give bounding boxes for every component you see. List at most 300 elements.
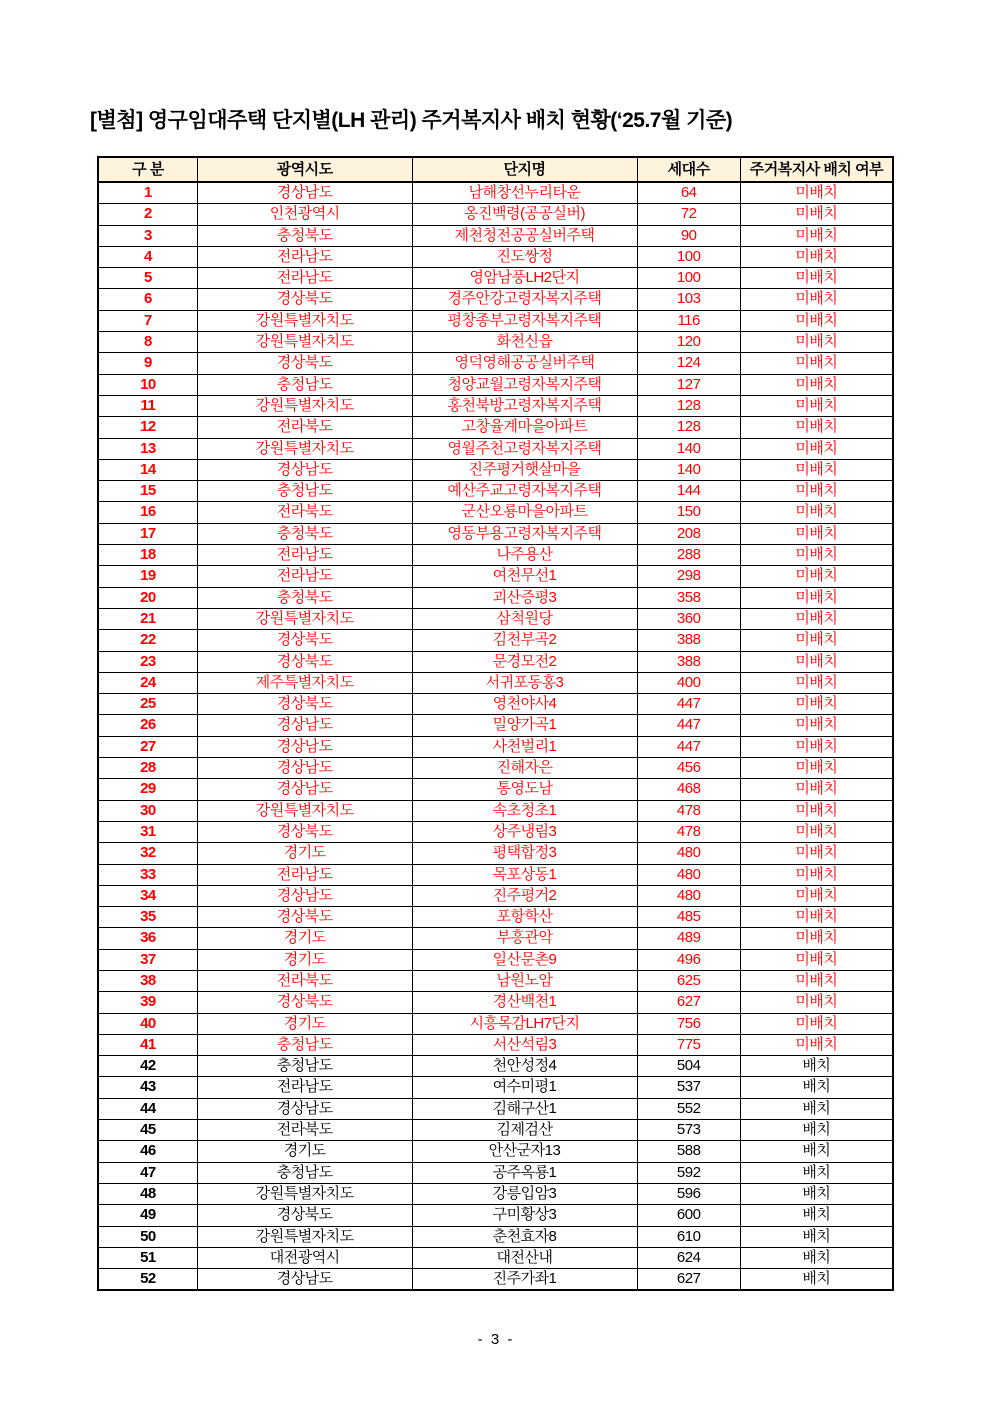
row-households-cell: 100 [637,246,740,267]
table-row [98,225,893,246]
row-households-cell: 124 [637,353,740,374]
row-complex-cell: 고창율계마을아파트 [412,417,637,438]
row-region-cell: 경기도 [197,949,412,970]
table-row [98,204,893,225]
row-no-cell: 32 [98,843,197,864]
row-region-cell: 경상북도 [197,651,412,672]
row-households-cell: 592 [637,1162,740,1183]
row-status-cell: 미배치 [740,608,893,629]
row-households-cell: 552 [637,1098,740,1119]
table-row [98,246,893,267]
row-status-cell: 미배치 [740,821,893,842]
table-row [98,395,893,416]
row-status-cell: 미배치 [740,225,893,246]
row-status-cell: 미배치 [740,672,893,693]
row-households-cell: 627 [637,1269,740,1291]
table-row [98,374,893,395]
table-row [98,1120,893,1141]
row-no-cell: 20 [98,587,197,608]
row-region-cell: 강원특별자치도 [197,1226,412,1247]
header-complex: 단지명 [412,157,637,182]
row-status-cell: 미배치 [740,630,893,651]
row-region-cell: 경상남도 [197,885,412,906]
row-region-cell: 전라남도 [197,1077,412,1098]
row-region-cell: 인천광역시 [197,204,412,225]
row-region-cell: 경기도 [197,843,412,864]
row-complex-cell: 경산백천1 [412,992,637,1013]
row-status-cell: 미배치 [740,1013,893,1034]
table-body [98,182,893,1290]
row-no-cell: 23 [98,651,197,672]
header-status: 주거복지사 배치 여부 [740,157,893,182]
table-row [98,630,893,651]
row-no-cell: 40 [98,1013,197,1034]
row-households-cell: 388 [637,630,740,651]
row-region-cell: 전라남도 [197,545,412,566]
table-row [98,907,893,928]
row-no-cell: 34 [98,885,197,906]
row-no-cell: 4 [98,246,197,267]
row-households-cell: 596 [637,1183,740,1204]
row-complex-cell: 청양교월고령자복지주택 [412,374,637,395]
row-complex-cell: 사천벌리1 [412,736,637,757]
row-region-cell: 경기도 [197,928,412,949]
table-row [98,843,893,864]
header-no: 구 분 [98,157,197,182]
row-households-cell: 496 [637,949,740,970]
row-status-cell: 미배치 [740,374,893,395]
table-row [98,694,893,715]
row-status-cell: 미배치 [740,758,893,779]
row-households-cell: 447 [637,694,740,715]
table-row [98,800,893,821]
row-households-cell: 537 [637,1077,740,1098]
row-households-cell: 775 [637,1034,740,1055]
row-no-cell: 18 [98,545,197,566]
table-row [98,268,893,289]
row-no-cell: 1 [98,182,197,204]
row-households-cell: 478 [637,800,740,821]
table-row [98,1056,893,1077]
row-status-cell: 미배치 [740,502,893,523]
row-no-cell: 2 [98,204,197,225]
row-region-cell: 전라남도 [197,268,412,289]
row-status-cell: 미배치 [740,566,893,587]
row-complex-cell: 남해창선누리타운 [412,182,637,204]
row-no-cell: 45 [98,1120,197,1141]
row-status-cell: 미배치 [740,970,893,991]
row-complex-cell: 예산주교고령자복지주택 [412,481,637,502]
row-households-cell: 573 [637,1120,740,1141]
header-households: 세대수 [637,157,740,182]
row-complex-cell: 문경모전2 [412,651,637,672]
row-region-cell: 충청남도 [197,481,412,502]
row-households-cell: 288 [637,545,740,566]
row-complex-cell: 구미황상3 [412,1205,637,1226]
row-complex-cell: 강릉입암3 [412,1183,637,1204]
row-no-cell: 13 [98,438,197,459]
row-region-cell: 전라북도 [197,970,412,991]
row-region-cell: 전라북도 [197,502,412,523]
row-complex-cell: 평창종부고령자복지주택 [412,310,637,331]
row-no-cell: 51 [98,1247,197,1268]
row-households-cell: 128 [637,417,740,438]
table-row [98,1247,893,1268]
row-households-cell: 298 [637,566,740,587]
row-region-cell: 경상북도 [197,821,412,842]
row-complex-cell: 홍천북방고령자복지주택 [412,395,637,416]
row-no-cell: 25 [98,694,197,715]
row-status-cell: 배치 [740,1183,893,1204]
row-complex-cell: 김해구산1 [412,1098,637,1119]
row-households-cell: 478 [637,821,740,842]
row-complex-cell: 진주가좌1 [412,1269,637,1291]
row-households-cell: 90 [637,225,740,246]
row-households-cell: 208 [637,523,740,544]
row-no-cell: 26 [98,715,197,736]
row-complex-cell: 밀양가곡1 [412,715,637,736]
row-no-cell: 10 [98,374,197,395]
row-no-cell: 44 [98,1098,197,1119]
row-complex-cell: 화천신읍 [412,332,637,353]
row-status-cell: 미배치 [740,310,893,331]
row-no-cell: 5 [98,268,197,289]
row-status-cell: 미배치 [740,992,893,1013]
table-row [98,1013,893,1034]
row-no-cell: 6 [98,289,197,310]
row-households-cell: 144 [637,481,740,502]
row-status-cell: 미배치 [740,545,893,566]
row-households-cell: 360 [637,608,740,629]
table-row [98,992,893,1013]
row-region-cell: 강원특별자치도 [197,438,412,459]
row-region-cell: 충청남도 [197,1056,412,1077]
row-region-cell: 경상남도 [197,1098,412,1119]
row-status-cell: 배치 [740,1141,893,1162]
table-row [98,459,893,480]
row-no-cell: 42 [98,1056,197,1077]
row-households-cell: 480 [637,843,740,864]
row-region-cell: 경상남도 [197,1269,412,1291]
row-no-cell: 11 [98,395,197,416]
row-households-cell: 625 [637,970,740,991]
row-status-cell: 배치 [740,1226,893,1247]
row-complex-cell: 진주평거햇살마을 [412,459,637,480]
row-status-cell: 미배치 [740,268,893,289]
row-region-cell: 충청북도 [197,225,412,246]
row-no-cell: 48 [98,1183,197,1204]
row-no-cell: 47 [98,1162,197,1183]
row-households-cell: 388 [637,651,740,672]
row-complex-cell: 괴산증평3 [412,587,637,608]
row-no-cell: 19 [98,566,197,587]
row-status-cell: 미배치 [740,459,893,480]
page-number: - 3 - [477,1331,515,1348]
row-households-cell: 140 [637,438,740,459]
row-status-cell: 배치 [740,1056,893,1077]
row-region-cell: 경상북도 [197,694,412,715]
row-status-cell: 미배치 [740,715,893,736]
row-households-cell: 468 [637,779,740,800]
row-region-cell: 전라북도 [197,417,412,438]
row-region-cell: 제주특별자치도 [197,672,412,693]
row-complex-cell: 공주옥룡1 [412,1162,637,1183]
row-region-cell: 경상남도 [197,736,412,757]
row-status-cell: 미배치 [740,651,893,672]
row-households-cell: 64 [637,182,740,204]
row-households-cell: 72 [637,204,740,225]
table-row [98,1205,893,1226]
table-row [98,821,893,842]
row-no-cell: 14 [98,459,197,480]
row-status-cell: 배치 [740,1162,893,1183]
table-row [98,310,893,331]
row-no-cell: 8 [98,332,197,353]
table-row [98,949,893,970]
row-complex-cell: 김제검산 [412,1120,637,1141]
table-row [98,182,893,204]
row-status-cell: 미배치 [740,885,893,906]
row-no-cell: 41 [98,1034,197,1055]
row-region-cell: 경상북도 [197,630,412,651]
row-status-cell: 미배치 [740,587,893,608]
row-households-cell: 485 [637,907,740,928]
row-complex-cell: 영천야사4 [412,694,637,715]
row-households-cell: 116 [637,310,740,331]
row-households-cell: 756 [637,1013,740,1034]
row-households-cell: 489 [637,928,740,949]
row-complex-cell: 경주안강고령자복지주택 [412,289,637,310]
placement-table [97,156,894,1291]
row-region-cell: 경상남도 [197,715,412,736]
row-region-cell: 경상북도 [197,353,412,374]
row-households-cell: 400 [637,672,740,693]
row-status-cell: 배치 [740,1269,893,1291]
row-households-cell: 358 [637,587,740,608]
row-complex-cell: 영암남풍LH2단지 [412,268,637,289]
row-region-cell: 경기도 [197,1141,412,1162]
row-region-cell: 강원특별자치도 [197,608,412,629]
row-no-cell: 50 [98,1226,197,1247]
table-row [98,481,893,502]
row-households-cell: 480 [637,864,740,885]
row-region-cell: 강원특별자치도 [197,310,412,331]
row-complex-cell: 영덕영해공공실버주택 [412,353,637,374]
row-complex-cell: 상주냉림3 [412,821,637,842]
table-row [98,885,893,906]
row-status-cell: 미배치 [740,246,893,267]
row-no-cell: 37 [98,949,197,970]
row-no-cell: 35 [98,907,197,928]
row-no-cell: 43 [98,1077,197,1098]
table-row [98,566,893,587]
row-no-cell: 31 [98,821,197,842]
row-region-cell: 경상남도 [197,758,412,779]
row-region-cell: 경상남도 [197,459,412,480]
row-households-cell: 447 [637,715,740,736]
table-row [98,928,893,949]
row-complex-cell: 평택합정3 [412,843,637,864]
row-no-cell: 28 [98,758,197,779]
table-row [98,502,893,523]
row-no-cell: 36 [98,928,197,949]
row-no-cell: 27 [98,736,197,757]
row-complex-cell: 진주평거2 [412,885,637,906]
row-no-cell: 22 [98,630,197,651]
row-no-cell: 17 [98,523,197,544]
table-row [98,332,893,353]
row-households-cell: 150 [637,502,740,523]
row-households-cell: 600 [637,1205,740,1226]
row-complex-cell: 진해자은 [412,758,637,779]
row-status-cell: 배치 [740,1205,893,1226]
table-header-row [98,157,893,182]
row-no-cell: 3 [98,225,197,246]
table-row [98,651,893,672]
row-status-cell: 미배치 [740,332,893,353]
row-region-cell: 경기도 [197,1013,412,1034]
row-region-cell: 전라남도 [197,864,412,885]
table-row [98,1269,893,1291]
row-region-cell: 강원특별자치도 [197,395,412,416]
row-complex-cell: 영월주천고령자복지주택 [412,438,637,459]
table-row [98,417,893,438]
table-row [98,1183,893,1204]
row-region-cell: 충청남도 [197,374,412,395]
row-no-cell: 49 [98,1205,197,1226]
row-status-cell: 미배치 [740,800,893,821]
row-status-cell: 미배치 [740,694,893,715]
row-no-cell: 24 [98,672,197,693]
table-row [98,970,893,991]
table-row [98,608,893,629]
row-households-cell: 610 [637,1226,740,1247]
row-households-cell: 100 [637,268,740,289]
row-status-cell: 미배치 [740,395,893,416]
table-row [98,545,893,566]
row-no-cell: 15 [98,481,197,502]
table-row [98,1098,893,1119]
row-status-cell: 미배치 [740,353,893,374]
row-status-cell: 배치 [740,1120,893,1141]
row-status-cell: 미배치 [740,864,893,885]
row-complex-cell: 서귀포동홍3 [412,672,637,693]
row-households-cell: 120 [637,332,740,353]
row-no-cell: 33 [98,864,197,885]
row-status-cell: 미배치 [740,928,893,949]
row-status-cell: 배치 [740,1247,893,1268]
row-complex-cell: 대전산내 [412,1247,637,1268]
table-row [98,1077,893,1098]
row-complex-cell: 남원노암 [412,970,637,991]
row-region-cell: 충청남도 [197,1162,412,1183]
table-row [98,672,893,693]
row-households-cell: 624 [637,1247,740,1268]
row-no-cell: 7 [98,310,197,331]
row-complex-cell: 제천청전공공실버주택 [412,225,637,246]
row-complex-cell: 목포상동1 [412,864,637,885]
row-complex-cell: 춘천효자8 [412,1226,637,1247]
row-households-cell: 127 [637,374,740,395]
row-status-cell: 미배치 [740,204,893,225]
row-complex-cell: 김천부곡2 [412,630,637,651]
table-row [98,864,893,885]
table-row [98,1162,893,1183]
row-households-cell: 504 [637,1056,740,1077]
row-households-cell: 447 [637,736,740,757]
table-row [98,715,893,736]
table-row [98,353,893,374]
row-status-cell: 미배치 [740,182,893,204]
row-households-cell: 456 [637,758,740,779]
row-region-cell: 경상북도 [197,992,412,1013]
table-row [98,1226,893,1247]
row-status-cell: 미배치 [740,843,893,864]
table-row [98,523,893,544]
row-complex-cell: 포항학산 [412,907,637,928]
row-no-cell: 39 [98,992,197,1013]
row-region-cell: 충청남도 [197,1034,412,1055]
row-households-cell: 627 [637,992,740,1013]
table-row [98,779,893,800]
row-status-cell: 미배치 [740,1034,893,1055]
table-row [98,289,893,310]
row-no-cell: 9 [98,353,197,374]
table-row [98,758,893,779]
row-complex-cell: 시흥목감LH7단지 [412,1013,637,1034]
row-households-cell: 128 [637,395,740,416]
row-complex-cell: 삼척원당 [412,608,637,629]
row-complex-cell: 부흥관악 [412,928,637,949]
table-row [98,736,893,757]
row-region-cell: 경상남도 [197,182,412,204]
row-no-cell: 12 [98,417,197,438]
row-no-cell: 30 [98,800,197,821]
row-complex-cell: 속초청초1 [412,800,637,821]
row-status-cell: 미배치 [740,481,893,502]
row-complex-cell: 통영도남 [412,779,637,800]
table-row [98,587,893,608]
row-households-cell: 588 [637,1141,740,1162]
row-complex-cell: 군산오룡마을아파트 [412,502,637,523]
row-households-cell: 480 [637,885,740,906]
row-households-cell: 140 [637,459,740,480]
row-no-cell: 29 [98,779,197,800]
page-title: [별첨] 영구임대주택 단지별(LH 관리) 주거복지사 배치 현황(‘25.7월 기준) [90,109,733,132]
row-complex-cell: 영동부용고령자복지주택 [412,523,637,544]
row-no-cell: 16 [98,502,197,523]
row-complex-cell: 여천무선1 [412,566,637,587]
row-status-cell: 미배치 [740,779,893,800]
row-complex-cell: 진도쌍정 [412,246,637,267]
row-status-cell: 배치 [740,1077,893,1098]
row-region-cell: 충청북도 [197,587,412,608]
row-complex-cell: 나주용산 [412,545,637,566]
row-status-cell: 미배치 [740,736,893,757]
row-no-cell: 52 [98,1269,197,1291]
row-region-cell: 전라북도 [197,1120,412,1141]
row-no-cell: 21 [98,608,197,629]
row-no-cell: 38 [98,970,197,991]
row-region-cell: 강원특별자치도 [197,332,412,353]
row-complex-cell: 안산군자13 [412,1141,637,1162]
row-households-cell: 103 [637,289,740,310]
row-complex-cell: 옹진백령(공공실버) [412,204,637,225]
table-row [98,1034,893,1055]
row-complex-cell: 일산문촌9 [412,949,637,970]
row-status-cell: 미배치 [740,907,893,928]
row-region-cell: 충청북도 [197,523,412,544]
